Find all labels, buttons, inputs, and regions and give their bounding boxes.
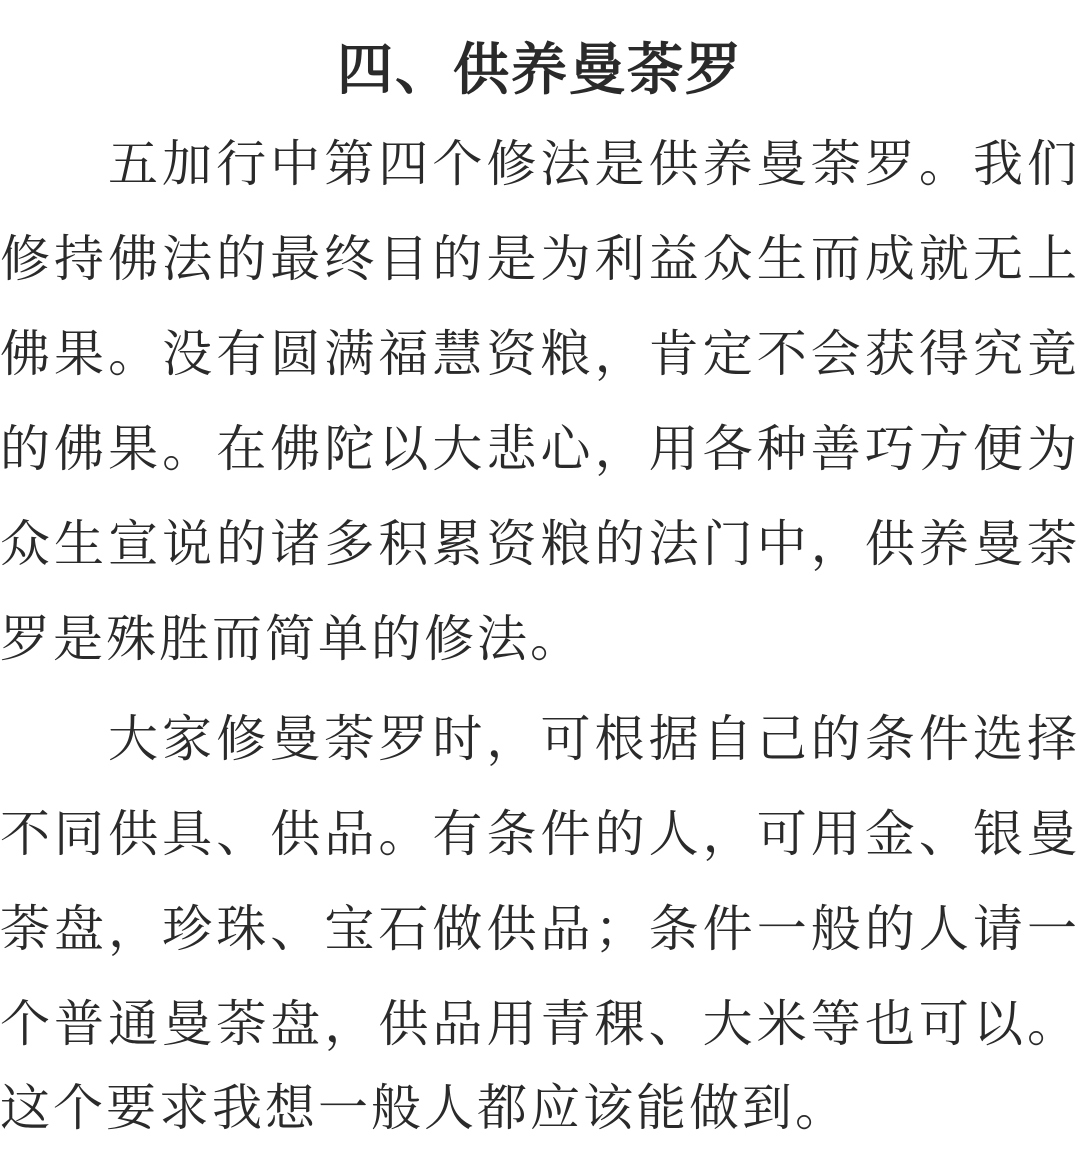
paragraph-line: 罗是殊胜而简单的修法。	[0, 610, 583, 668]
paragraph-line: 大家修曼荼罗时，可根据自己的条件选择	[108, 710, 1080, 768]
paragraph-line: 不同供具、供品。有条件的人，可用金、银曼	[0, 805, 1080, 863]
paragraph-line: 众生宣说的诸多积累资粮的法门中，供养曼荼	[0, 515, 1080, 573]
paragraph-line: 佛果。没有圆满福慧资粮，肯定不会获得究竟	[0, 325, 1080, 383]
paragraph-line: 这个要求我想一般人都应该能做到。	[0, 1079, 848, 1137]
section-title: 四、供养曼荼罗	[337, 37, 743, 103]
paragraph-line: 修持佛法的最终目的是为利益众生而成就无上	[0, 230, 1080, 288]
paragraph-line: 的佛果。在佛陀以大悲心，用各种善巧方便为	[0, 420, 1080, 478]
paragraph-line: 荼盘，珍珠、宝石做供品；条件一般的人请一	[0, 900, 1080, 958]
paragraph-line: 五加行中第四个修法是供养曼荼罗。我们	[108, 135, 1080, 193]
paragraph-line: 个普通曼荼盘，供品用青稞、大米等也可以。	[0, 995, 1080, 1053]
